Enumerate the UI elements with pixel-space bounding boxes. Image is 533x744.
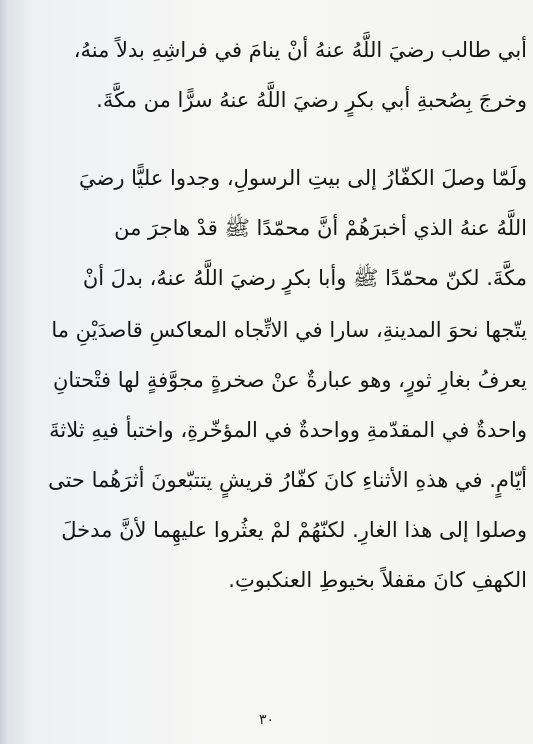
text-line: مكَّةَ. لكنّ محمّدًا ﷺ وأبا بكرٍ رضيَ اللَّهُ عنهُ، بدلَ أنْ xyxy=(82,266,527,290)
text-line: اللَّهُ عنهُ الذي أخبرَهُمْ أنَّ محمّدًا ﷺ قدْ هاجرَ من xyxy=(114,216,527,240)
text-line: أبي طالب رضيَ اللَّهُ عنهُ أنْ ينامَ في فراشِهِ بدلاً منهُ، xyxy=(73,38,527,62)
text-line: الكهفِ كانَ مقفلاً بخيوطِ العنكبوتِ. xyxy=(228,568,527,592)
text-line: يتّجها نحوَ المدينةِ، سارا في الاتِّجاه المعاكسِ قاصدَيْنِ ما xyxy=(51,318,527,342)
text-line: يعرفُ بغارِ ثورٍ، وهو عبارةٌ عنْ صخرةٍ مجوَّفةٍ لها فتْحتانِ xyxy=(52,368,527,392)
text-line: وصلوا إلى هذا الغارِ. لكنّهُمْ لمْ يعثُروا عليهِما لأنَّ مدخلَ xyxy=(61,518,527,542)
page-number: ٣٠ xyxy=(258,712,275,728)
text-line: أيّامٍ. في هذهِ الأثناءِ كانَ كفّارُ قريشٍ يتتبّعونَ أثرَهُما حتى xyxy=(48,468,527,492)
page-binding-shadow xyxy=(0,0,10,744)
text-line: ولَمّا وصلَ الكفّارُ إلى بيتِ الرسولِ، وجدوا عليًّا رضيَ xyxy=(78,166,527,190)
text-line: وخرجَ بِصُحبةِ أبي بكرٍ رضيَ اللَّهُ عنهُ سرًّا من مكَّةَ. xyxy=(96,88,527,112)
text-line: واحدةٌ في المقدّمةِ وواحدةٌ في المؤخّرةِ، واختبأ فيهِ ثلاثةَ xyxy=(49,418,527,442)
